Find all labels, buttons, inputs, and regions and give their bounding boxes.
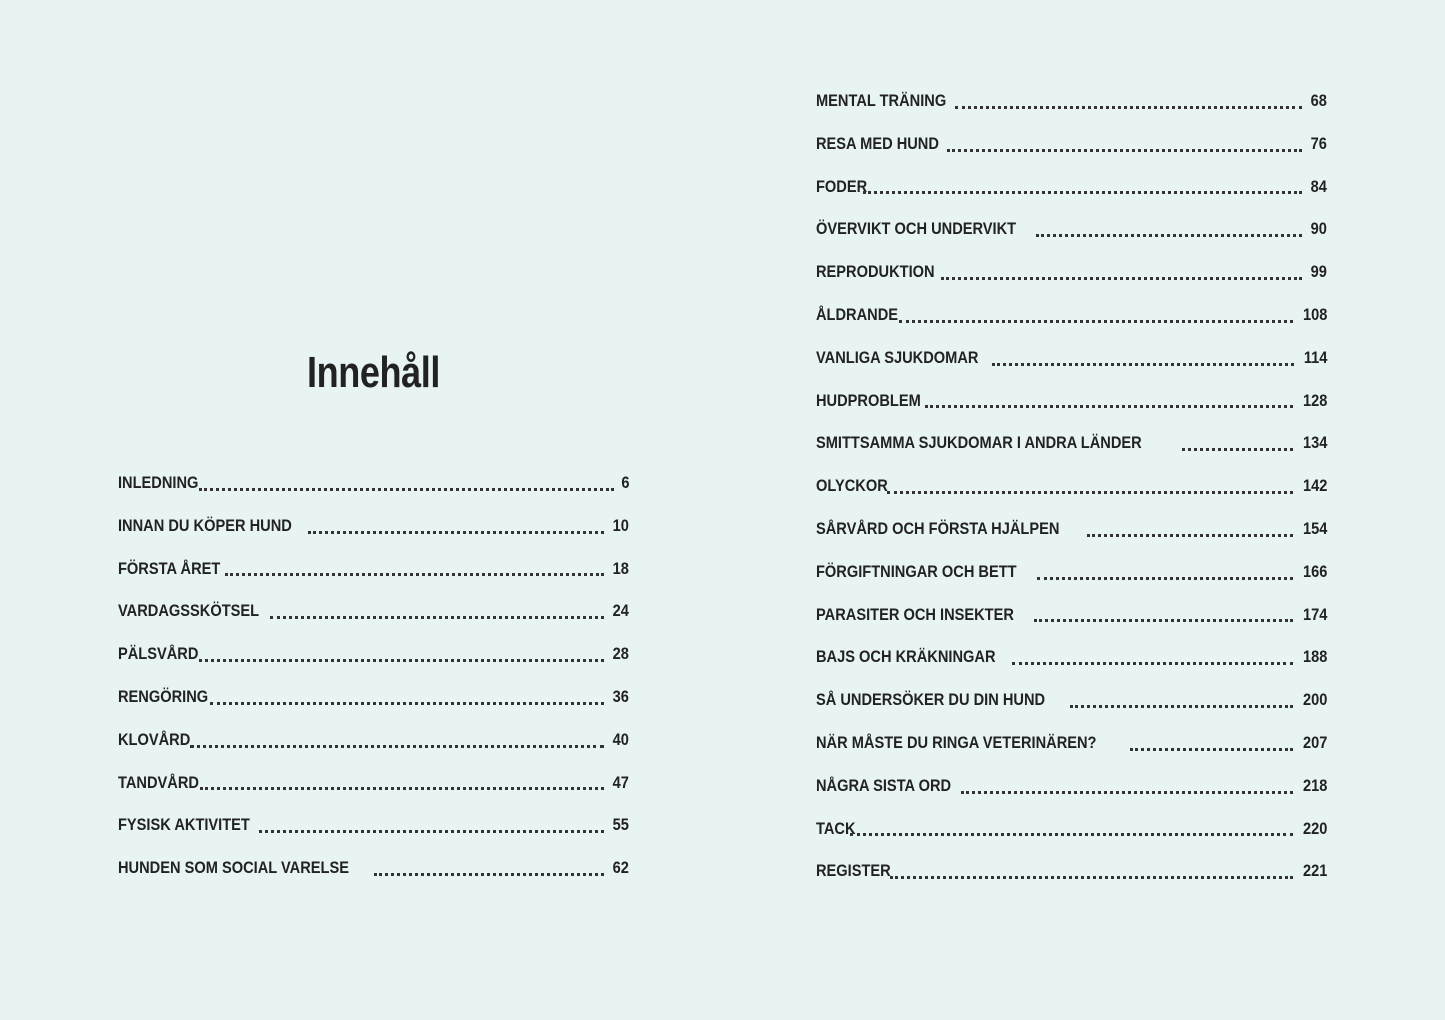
toc-entry — [118, 719, 629, 762]
toc-entry-page-number: 90 — [1310, 219, 1327, 239]
toc-entry-label: FÖRSTA ÅRET — [118, 558, 221, 578]
toc-entry — [816, 422, 1327, 465]
toc-dot-leader — [1037, 575, 1293, 580]
toc-entry-label: MENTAL TRÄNING — [816, 91, 947, 110]
toc-entry-page-number: 47 — [612, 772, 629, 792]
toc-entry — [118, 676, 629, 719]
toc-entry-page-number: 114 — [1303, 347, 1327, 367]
toc-entry — [816, 80, 1327, 123]
toc-entry — [816, 679, 1327, 722]
toc-entry — [118, 633, 629, 676]
toc-entry-page-number: 40 — [612, 729, 629, 749]
toc-entry-page-number: 174 — [1302, 604, 1327, 624]
toc-entry-label: NÄR MÅSTE DU RINGA VETERINÄREN? — [816, 732, 1097, 752]
toc-entry-label: RESA MED HUND — [816, 133, 939, 153]
toc-entry — [816, 123, 1327, 166]
toc-dot-leader — [1182, 446, 1292, 451]
toc-entry-page-number: 142 — [1302, 476, 1327, 496]
toc-entry — [816, 594, 1327, 637]
toc-entry-label: FÖRGIFTNINGAR OCH BETT — [816, 561, 1017, 581]
toc-entry-page-number: 221 — [1302, 861, 1327, 881]
toc-dot-leader — [947, 147, 1303, 152]
toc-entry — [816, 166, 1327, 209]
toc-entry — [816, 808, 1327, 851]
toc-dot-leader — [863, 189, 1302, 194]
toc-entry-label: TANDVÅRD — [118, 772, 199, 792]
toc-entry-label: OLYCKOR — [816, 476, 888, 496]
toc-entry — [816, 636, 1327, 679]
toc-dot-leader — [199, 657, 604, 662]
toc-entry-page-number: 188 — [1302, 647, 1327, 667]
toc-entry-page-number: 99 — [1310, 262, 1327, 282]
toc-entry-label: PÄLSVÅRD — [118, 644, 199, 664]
toc-dot-leader — [1036, 232, 1302, 237]
toc-entry-label: REGISTER — [816, 861, 891, 881]
toc-dot-leader — [1087, 532, 1293, 537]
toc-dot-leader — [890, 874, 1292, 879]
toc-dot-leader — [1034, 617, 1293, 622]
toc-dot-leader — [210, 700, 604, 705]
toc-entry-page-number: 6 — [620, 473, 629, 492]
toc-entry-label: PARASITER OCH INSEKTER — [816, 604, 1014, 624]
toc-entry-page-number: 200 — [1302, 690, 1327, 710]
toc-entry — [816, 380, 1327, 423]
toc-entry — [118, 590, 629, 633]
toc-entry-page-number: 68 — [1310, 91, 1327, 110]
toc-dot-leader — [850, 831, 1293, 836]
toc-entry-page-number: 84 — [1310, 176, 1327, 196]
toc-entry-label: INNAN DU KÖPER HUND — [118, 515, 292, 535]
toc-entry-label: HUDPROBLEM — [816, 390, 921, 410]
toc-entry — [118, 847, 629, 890]
toc-entry — [118, 462, 629, 505]
toc-entry-page-number: 166 — [1302, 561, 1327, 581]
toc-entry-page-number: 220 — [1302, 818, 1327, 838]
toc-dot-leader — [1130, 746, 1293, 751]
toc-dot-leader — [887, 489, 1293, 494]
toc-list-left — [118, 462, 629, 890]
toc-entry-label: ÅLDRANDE — [816, 304, 899, 324]
toc-entry — [816, 722, 1327, 765]
toc-list-right — [816, 80, 1327, 893]
toc-entry-page-number: 28 — [612, 644, 629, 664]
toc-dot-leader — [308, 529, 604, 534]
toc-entry-label: ÖVERVIKT OCH UNDERVIKT — [816, 219, 1017, 239]
toc-dot-leader — [1070, 703, 1293, 708]
toc-dot-leader — [225, 571, 605, 576]
toc-entry-page-number: 154 — [1302, 518, 1327, 538]
toc-entry — [118, 548, 629, 591]
toc-entry-label: INLEDNING — [118, 473, 199, 492]
toc-entry — [816, 551, 1327, 594]
toc-entry — [816, 765, 1327, 808]
toc-entry-label: BAJS OCH KRÄKNINGAR — [816, 647, 996, 667]
toc-entry-page-number: 128 — [1302, 390, 1327, 410]
toc-entry — [816, 251, 1327, 294]
toc-entry-page-number: 24 — [612, 601, 629, 621]
toc-entry-page-number: 10 — [612, 515, 629, 535]
toc-entry-label: VANLIGA SJUKDOMAR — [816, 347, 979, 367]
toc-entry-page-number: 108 — [1302, 304, 1327, 324]
toc-entry — [816, 294, 1327, 337]
toc-entry — [118, 804, 629, 847]
toc-entry-label: TACK — [816, 818, 856, 838]
toc-entry-label: FODER — [816, 176, 868, 196]
toc-dot-leader — [190, 743, 604, 748]
toc-entry-label: SÅRVÅRD OCH FÖRSTA HJÄLPEN — [816, 518, 1060, 538]
toc-entry-page-number: 18 — [612, 558, 629, 578]
toc-dot-leader — [374, 871, 604, 876]
toc-entry — [816, 337, 1327, 380]
toc-entry-label: HUNDEN SOM SOCIAL VARELSE — [118, 858, 349, 878]
toc-dot-leader — [899, 318, 1293, 323]
toc-dot-leader — [199, 486, 613, 491]
toc-dot-leader — [992, 361, 1293, 366]
toc-dot-leader — [200, 785, 604, 790]
toc-entry-label: SÅ UNDERSÖKER DU DIN HUND — [816, 690, 1046, 710]
toc-entry-page-number: 134 — [1302, 433, 1327, 453]
toc-entry — [816, 208, 1327, 251]
toc-entry-page-number: 55 — [612, 815, 629, 835]
toc-entry-page-number: 207 — [1302, 732, 1327, 752]
toc-entry — [816, 508, 1327, 551]
left-page — [0, 0, 722, 1020]
toc-dot-leader — [270, 614, 604, 619]
toc-entry-label: KLOVÅRD — [118, 729, 191, 749]
toc-entry — [118, 762, 629, 805]
toc-entry — [816, 465, 1327, 508]
toc-entry-page-number: 62 — [612, 858, 629, 878]
toc-entry — [816, 850, 1327, 893]
toc-entry-page-number: 218 — [1302, 775, 1327, 795]
right-page — [722, 0, 1445, 1020]
toc-dot-leader — [259, 828, 604, 833]
toc-entry-label: NÅGRA SISTA ORD — [816, 775, 952, 795]
toc-dot-leader — [941, 275, 1302, 280]
toc-entry-label: REPRODUKTION — [816, 262, 935, 282]
toc-dot-leader — [1012, 660, 1292, 665]
page-title: Innehåll — [306, 348, 441, 398]
toc-entry-label: RENGÖRING — [118, 686, 209, 706]
toc-entry-label: VARDAGSSKÖTSEL — [118, 601, 260, 621]
toc-dot-leader — [925, 403, 1292, 408]
toc-dot-leader — [955, 104, 1302, 109]
toc-entry-page-number: 36 — [612, 686, 629, 706]
toc-dot-leader — [961, 789, 1293, 794]
toc-entry-label: FYSISK AKTIVITET — [118, 815, 250, 835]
toc-entry — [118, 505, 629, 548]
toc-entry-label: SMITTSAMMA SJUKDOMAR I ANDRA LÄNDER — [816, 433, 1142, 453]
toc-entry-page-number: 76 — [1310, 133, 1327, 153]
